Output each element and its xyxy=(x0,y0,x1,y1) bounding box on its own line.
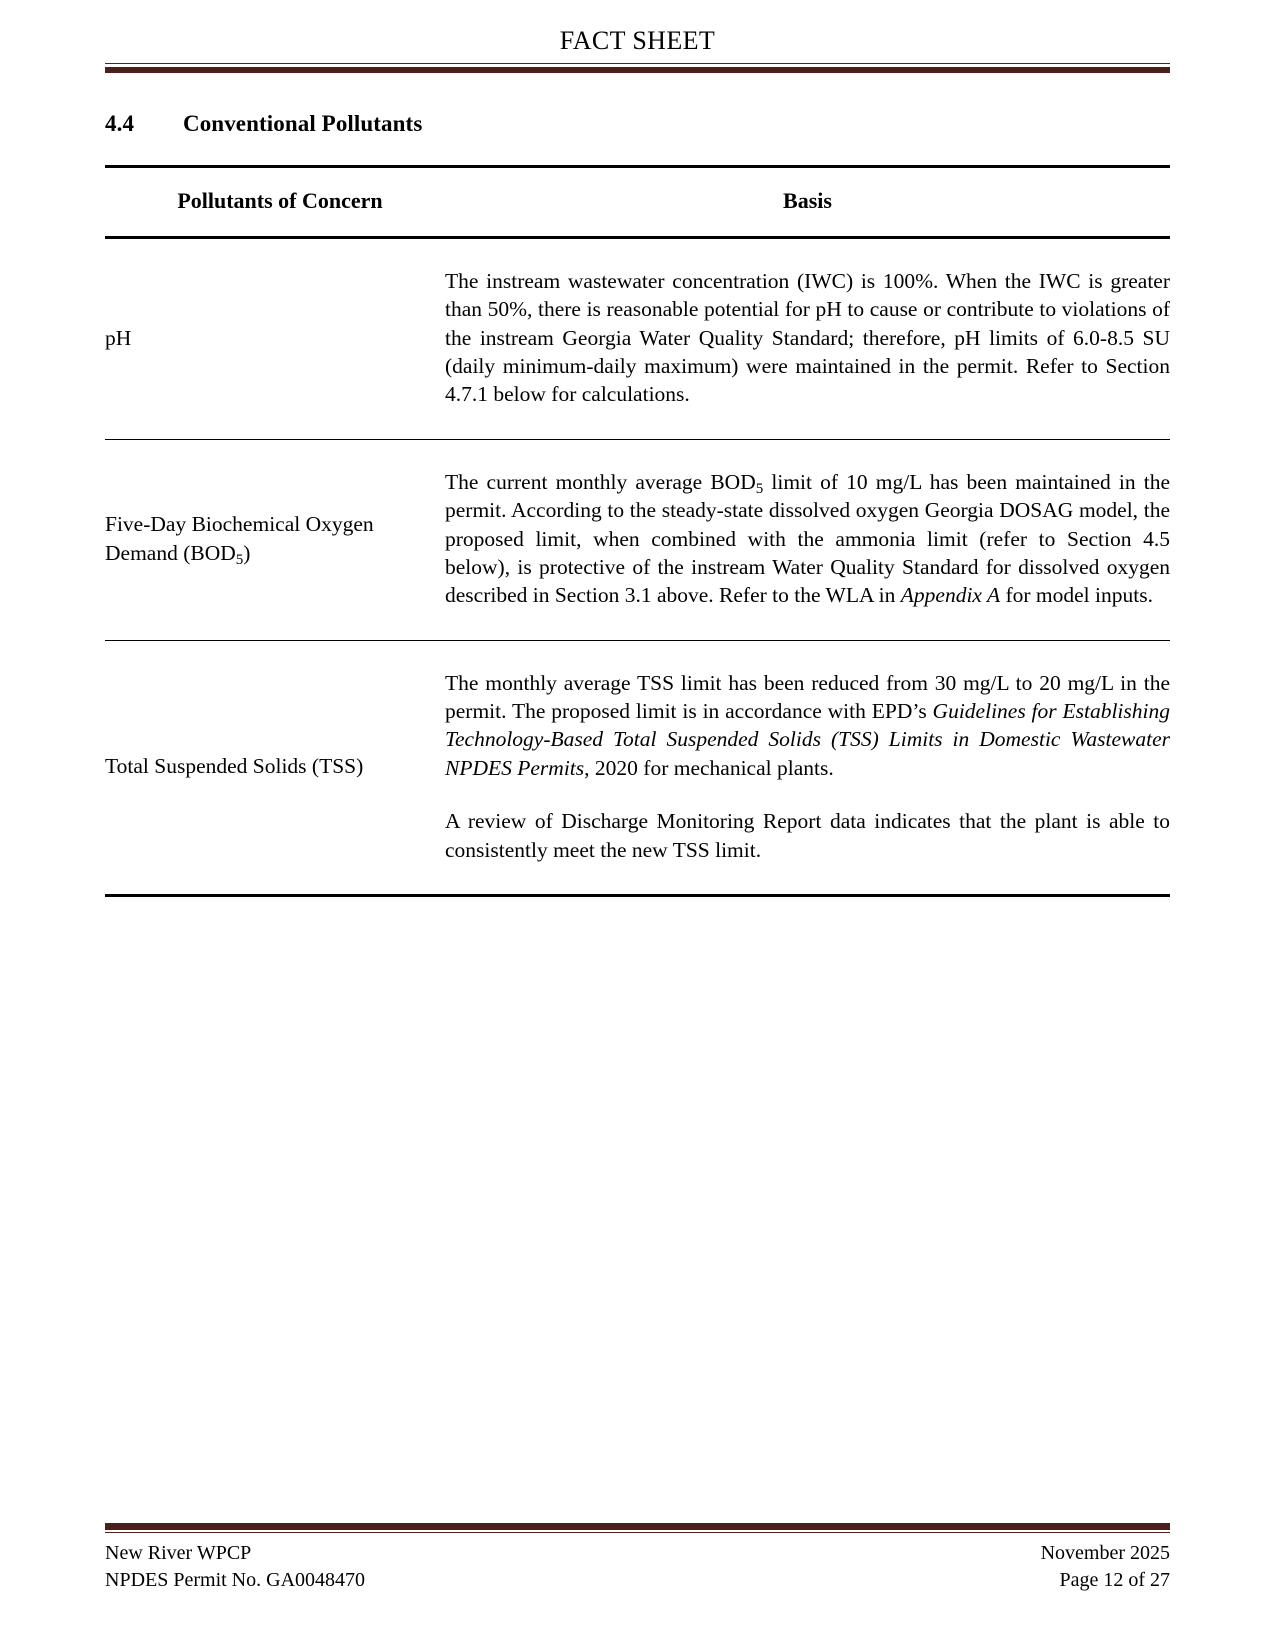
pollutant-basis-ph xyxy=(445,237,1170,439)
basis-paragraph xyxy=(445,468,1170,610)
section-title: Conventional Pollutants xyxy=(183,110,423,136)
basis-italic-guidelines-title: Guidelines for Establishing Technology-Based Total Suspended Solids (TSS) Limits in Domestic Wastewater NPDES Permits xyxy=(445,699,1170,780)
pollutant-basis-tss xyxy=(445,640,1170,895)
basis-paragraph: The instream wastewater concentration (IWC) is 100%. When the IWC is greater than 50%, there is reasonable potential for pH to cause or contribute to violations of the instream Georgia Water Quality Standard; therefore, pH limits of 6.0-8.5 SU (daily minimum-daily maximum) were maintained in the permit. Refer to Section 4.7.1 below for calculations. xyxy=(445,268,1170,407)
pollutant-name-ph: pH xyxy=(105,237,445,439)
pollutant-name-line-1: Five-Day Biochemical Oxygen xyxy=(105,512,374,537)
pollutant-name-tss: Total Suspended Solids (TSS) xyxy=(105,640,445,895)
header-rule xyxy=(105,63,1170,73)
table-row xyxy=(105,640,1170,895)
basis-text-part-c: for model inputs. xyxy=(1000,583,1153,608)
footer-rule xyxy=(105,1523,1170,1533)
basis-text-part-a: The monthly average TSS limit has been reduced from 30 mg/L to 20 mg/L in the permit. The proposed limit is in accordance with EPD’s xyxy=(445,670,1170,724)
footer-facility-name: New River WPCP xyxy=(105,1542,252,1564)
column-header-pollutants-of-concern: Pollutants of Concern xyxy=(105,166,445,237)
section-number: 4.4 xyxy=(105,110,135,136)
table-header-row xyxy=(105,166,1170,237)
basis-text-part-a: The current monthly average BOD xyxy=(445,469,756,494)
footer-left xyxy=(105,1540,365,1594)
basis-italic-appendix-reference: Appendix A xyxy=(900,583,1001,608)
footer-date: November 2025 xyxy=(1040,1542,1170,1564)
section-heading xyxy=(105,111,1170,137)
bod-subscript: 5 xyxy=(235,551,244,568)
pollutant-basis-bod5 xyxy=(445,439,1170,640)
column-header-basis: Basis xyxy=(445,166,1170,237)
pollutant-name-line-2-suffix: ) xyxy=(243,540,251,565)
page-header xyxy=(105,0,1170,73)
pollutant-name-line-2-prefix: Demand (BOD xyxy=(105,540,236,565)
footer-content xyxy=(105,1540,1170,1594)
basis-text-part-b: , 2020 for mechanical plants. xyxy=(584,755,834,780)
basis-paragraph xyxy=(445,669,1170,783)
conventional-pollutants-table xyxy=(105,165,1170,897)
header-title: FACT SHEET xyxy=(559,26,716,55)
table-row xyxy=(105,237,1170,439)
footer-permit-number: NPDES Permit No. GA0048470 xyxy=(105,1569,366,1591)
pollutant-name-bod5 xyxy=(105,439,445,640)
footer-right xyxy=(1041,1540,1170,1594)
table-row xyxy=(105,439,1170,640)
table-body xyxy=(105,237,1170,895)
basis-text-part-b: limit of 10 mg/L has been maintained in the permit. According to the steady-state dissolved oxygen Georgia DOSAG model, the proposed limit, when combined with the ammonia limit (refer to Section 4.5 below), is protective of the instream Water Quality Standard for dissolved oxygen described in Section 3.1 above. Refer to the WLA in xyxy=(445,469,1170,608)
bod-subscript: 5 xyxy=(755,480,764,497)
footer-page-number: Page 12 of 27 xyxy=(1059,1569,1170,1591)
basis-paragraph: A review of Discharge Monitoring Report data indicates that the plant is able to consistently meet the new TSS limit. xyxy=(445,809,1170,862)
page-footer xyxy=(105,1523,1170,1594)
table-header xyxy=(105,166,1170,237)
